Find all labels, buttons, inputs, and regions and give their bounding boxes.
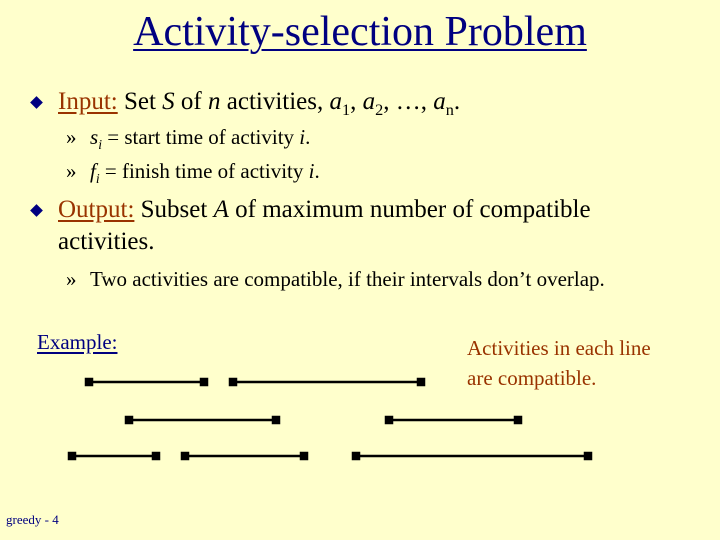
chevron-icon: » (66, 125, 77, 149)
sub-1: 1 (342, 101, 351, 119)
slide-footer: greedy - 4 (6, 512, 59, 527)
start-time-text: = start time of activity (101, 125, 300, 149)
input-text: Set (123, 88, 163, 115)
period: . (314, 159, 320, 183)
chevron-icon: » (66, 159, 77, 183)
input-label: Input: (58, 88, 118, 115)
var-a2: a (362, 88, 376, 115)
var-a1: a (329, 88, 342, 115)
interval-endpoint (182, 453, 188, 459)
interval-endpoint (386, 417, 392, 423)
var-i: i (299, 125, 306, 149)
interval-endpoint (201, 379, 207, 385)
output-text-line2: activities. (58, 228, 155, 255)
input-text: activities, (220, 88, 330, 115)
var-s: s (90, 125, 99, 149)
var-i: i (308, 159, 315, 183)
sub-2: 2 (375, 101, 384, 119)
interval-endpoint (353, 453, 359, 459)
interval-endpoint (301, 453, 307, 459)
input-text: , (350, 88, 363, 115)
input-text: , …, (383, 88, 434, 115)
sub-i: i (98, 137, 102, 153)
interval-endpoint (153, 453, 159, 459)
interval-endpoint (230, 379, 236, 385)
sub-n: n (445, 101, 454, 119)
compatible-note-line: are compatible. (467, 366, 597, 390)
interval-endpoint (585, 453, 591, 459)
interval-endpoint (69, 453, 75, 459)
input-text: . (453, 88, 461, 115)
set-a: A (213, 196, 229, 223)
sub-i: i (95, 171, 100, 187)
example-label: Example: (37, 330, 118, 354)
chevron-icon: » (66, 267, 77, 291)
output-text: of maximum number of compatible (228, 196, 591, 223)
interval-endpoint (418, 379, 424, 385)
var-an: a (433, 88, 446, 115)
slide-title: Activity-selection Problem (133, 9, 587, 55)
compatibility-text: Two activities are compatible, if their intervals don’t overlap. (90, 267, 605, 291)
input-text: of (174, 88, 208, 115)
var-n: n (208, 88, 221, 115)
finish-time-text: = finish time of activity (99, 159, 309, 183)
output-text: Subset (134, 196, 214, 223)
var-f: f (90, 159, 96, 183)
output-label: Output: (58, 196, 135, 223)
interval-endpoint (126, 417, 132, 423)
interval-endpoint (515, 417, 521, 423)
interval-endpoint (273, 417, 279, 423)
period: . (305, 125, 311, 149)
interval-endpoint (86, 379, 92, 385)
compatible-note-line: Activities in each line (467, 336, 651, 360)
set-s: S (162, 88, 175, 115)
